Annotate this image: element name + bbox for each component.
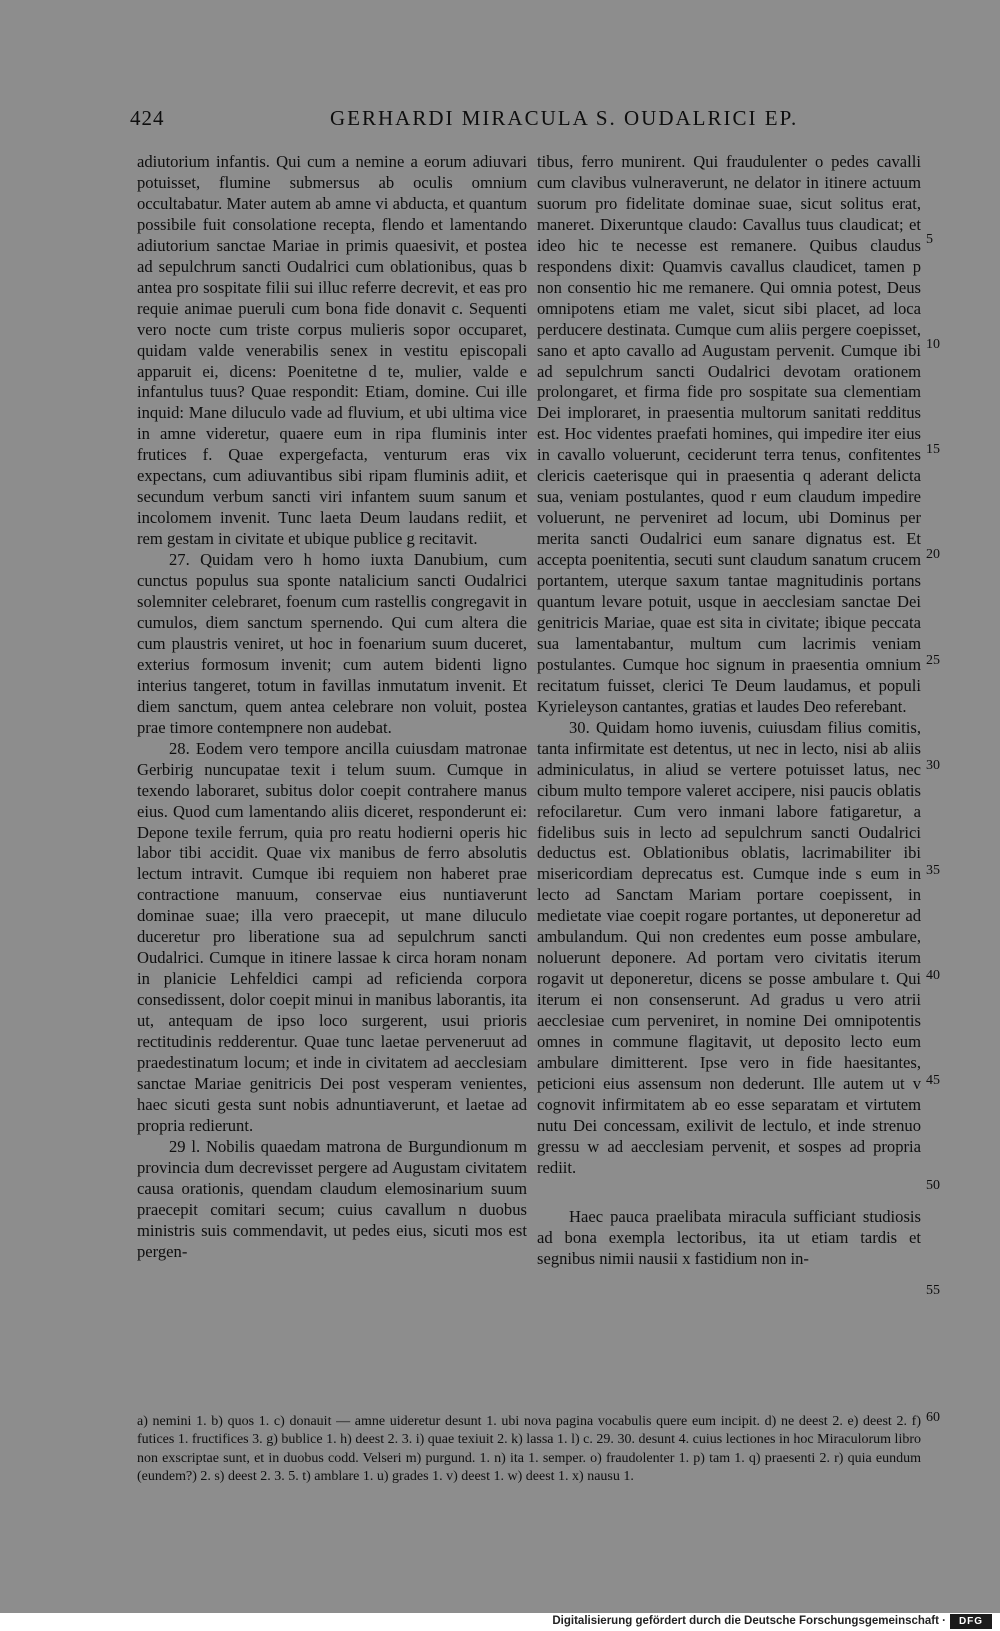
paragraph-27: 27. Quidam vero h homo iuxta Danubium, cum cunctus populus sua sponte natalicium sancti Oudalrici solemniter celebraret, foenum cum rastellis congregavit in cumulos, diem sanctum spernendo. Qui cum altera die cum plaustris veniret, ut hoc in foenarium suum duceret, exterius formosum invenit; cum autem bidenti ligno interius tangeret, totum in favillas inmutatum invenit. Et diem sanctum, quem antea celebrare non voluit, postea prae timore contempnere non audebat.	[137, 550, 527, 737]
line-number: 55	[926, 1283, 940, 1298]
line-number: 60	[926, 1410, 940, 1425]
paragraph-29-end: tibus, ferro munirent. Qui fraudulenter o pedes cavalli cum clavibus vulneraverunt, ne delator in itinere actuum suorum pro fidelitate dominae suae, sicut solitus erat, maneret. Dixeruntque claudo: Cavallus tuus claudicat; et ideo hic te necesse est remanere. Quibus claudus respondens dixit: Quamvis cavallus claudicet, tamen p non consentio hic me remanere. Qui omnia potest, Deus omnipotens etiam me valet, sicut sibi placet, ad loca perducere destinata. Cumque cum aliis pergere coepisset, sano et apto cavallo ad Augustam pervenit. Cumque ibi ad sepulchrum sancti Oudalrici devotam orationem prolongaret, et firma fide pro sospitate sua clementiam Dei imploraret, in praesentia multorum sanitati redditus est. Hoc videntes praefati homines, qui impedire iter eius in cavallo voluerunt, ceciderunt terra tenus, confitentes clericis caeterisque qui in praesentia q aderant delicta sua, veniam postulantes, quod r eum claudum impedire voluerunt, ne perveniret ad locum, ubi Dominus per merita sancti Oudalrici eum sanare dignatus est. Et accepta poenitentia, secuti sunt claudum sanatum crucem portantem, uterque saxum tantae magnitudinis portans quantum levare potuit, usque in aecclesiam sanctae Dei genitricis Mariae, quae est sita in civitate; ibique peccata sua lamentabantur, multum cum lacrimis veniam postulantes. Cumque hoc signum in praesentia omnium recitatum fuisset, clerici Te Deum laudamus, et populi Kyrieleyson cantantes, gratias et laudes Deo referebant.	[537, 152, 921, 716]
running-title: GERHARDI MIRACULA S. OUDALRICI EP.	[330, 106, 799, 130]
line-number: 30	[926, 758, 940, 773]
line-number: 50	[926, 1178, 940, 1193]
paragraph-30: 30. Quidam homo iuvenis, cuiusdam filius comitis, tanta infirmitate est detentus, ut nec in lecto, nisi ab aliis adminiculatus, in aliud se vertere potuisset latus, nec cibum multo tempore valeret accipere, nisi paucis oblatis refocilaretur. Cum vero inmani labore fatigaretur, a fidelibus suis in lecto ad sepulchrum sancti Oudalrici deductus est. Oblationibus oblatis, lacrimabiliter ibi misericordiam deprecatus est. Cumque inde s eum in lecto ad Sanctam Mariam portare coepissent, in medietate viae coepit rogare portantes, ut deponeretur ad ambulandum. Qui non credentes eum posse ambulare, noluerunt deponere. Ad portam vero civitatis iterum rogavit ut deponeretur, dicens se posse ambulare t. Qui iterum ei non consenserunt. Ad gradus u vero atrii aecclesiae cum perveniret, in nomine Dei omnipotentis omnes in commune flagitavit, ut deposito lecto eum ambulare dimitterent. Ipse vero in fide haesitantes, peticioni eius assensum non dederunt. Ille autem ut v cognovit infirmitatem ab eo esse separatam et virtutem nutu Dei concessam, exilivit de lectulo, et inde strenuo gressu w ad aecclesiam pervenit, et sospes ad propria rediit.	[537, 717, 921, 1177]
paragraph-29-start: 29 l. Nobilis quaedam matrona de Burgundionum m provincia dum decrevisset pergere ad Augustam civitatem causa orationis, quendam claudum elemosinarium suum praecepit comitari secum; cuius cavallum n duobus ministris suis commendavit, ut pedes eius, sicuti mos est pergen-	[137, 1136, 527, 1261]
footnotes	[137, 1413, 921, 1486]
line-number: 40	[926, 968, 940, 983]
right-column	[537, 152, 921, 1270]
page-number: 424	[130, 106, 165, 130]
line-number: 25	[926, 653, 940, 668]
footnote-apparatus: a) nemini 1. b) quos 1. c) donauit — amne uideretur desunt 1. ubi nova pagina vocabulis quere eum incipit. d) ne deest 2. e) deest 2. f) futices 1. fructifices 3. g) bublice 1. h) deest 2. 3. i) quae texiuit 2. k) lassa 1. l) c. 29. 30. desunt 4. cuius lectiones in hoc Miraculorum libro non exscriptae sunt, et in duobus codd. Velseri m) purgund. 1. n) ita 1. semper. o) fraudolenter 1. p) tam 1. q) praesenti 2. r) quia eundum (eundem?) 2. s) deest 2. 3. 5. t) amblare 1. u) grades 1. v) deest 1. w) deest 1. x) nausu 1.	[137, 1414, 921, 1484]
dfg-logo-icon: DFG	[950, 1614, 992, 1629]
line-number: 35	[926, 863, 940, 878]
line-number: 20	[926, 547, 940, 562]
line-number: 45	[926, 1073, 940, 1088]
line-number: 5	[926, 232, 933, 247]
paragraph-28: 28. Eodem vero tempore ancilla cuiusdam matronae Gerbirig nuncupatae texit i telum suum. Cumque in texendo laboraret, subitus dolor coepit contrahere manus eius. Quod cum lamentando aliis diceret, responderunt ei: Depone texile ferrum, quia pro reatu hodierni operis hic labor tibi accidit. Quae vix manibus de ferro absolutis lectum intravit. Cumque ibi requiem non haberet prae contractione manuum, conservae eius nuntiaverunt dominae suae; illa vero praecepit, ut mane diluculo duceretur pro liberatione sua ad sepulchrum sancti Oudalrici. Cumque in itinere lassae k circa horam nonam in planicie Lehfeldici campi ad reficienda corpora consedissent, dolor coepit minui in manibus laborantis, ita ut, antequam de ipso loco surgerent, usui prioris rectitudinis redderentur. Quae tunc laetae perveneruut ad praedestinatum locum; et inde in civitatem ad aecclesiam sanctae Mariae genitricis Dei post vesperam venientes, haec sicuti gesta sunt nobis adnuntiaverunt, et laetae ad propria redierunt.	[137, 738, 527, 1135]
running-header	[130, 106, 920, 136]
line-number: 10	[926, 337, 940, 352]
funding-note: Digitalisierung gefördert durch die Deutsche Forschungsgemeinschaft ·	[552, 1615, 946, 1627]
paragraph-26-end: adiutorium infantis. Qui cum a nemine a eorum adiuvari potuisset, flumine submersus ab oculis omnium occultabatur. Mater autem ab amne vi abducta, et quantum possibile fuit consolatione recepta, flendo et lamentando adiutorium sanctae Mariae in primis quaesivit, et postea ad sepulchrum sancti Oudalrici cum oblationibus, quas b antea pro sospitate filii sui illuc referre decrevit, et eas pro requie animae pueruli cum bona fide donavit c. Sequenti vero nocte cum triste corpus mulieris sopor occuparet, quidam valde venerabilis senex in vestitu episcopali apparuit ei, dicens: Poenitetne d te, mulier, valde e infantulus tuus? Quae respondit: Etiam, domine. Cui ille inquid: Mane diluculo vade ad fluvium, et ubi ultima vice in amne videretur, quaere eum in ripa fluminis inter frutices f. Quae expergefacta, venturum eras vix expectans, cum adiuvantibus sibi ripam fluminis adiit, et secundum verbum sancti viri infantem suum sanum et incolomem invenit. Tunc laeta Deum laudans rediit, et rem gestam in civitate et ubique publice g recitavit.	[137, 152, 527, 549]
line-number: 15	[926, 442, 940, 457]
left-column	[137, 152, 527, 1263]
closing-paragraph: Haec pauca praelibata miracula sufficiant studiosis ad bona exempla lectoribus, ita ut etiam tardis et segnibus nimii nausii x fastidium non in-	[537, 1206, 921, 1268]
